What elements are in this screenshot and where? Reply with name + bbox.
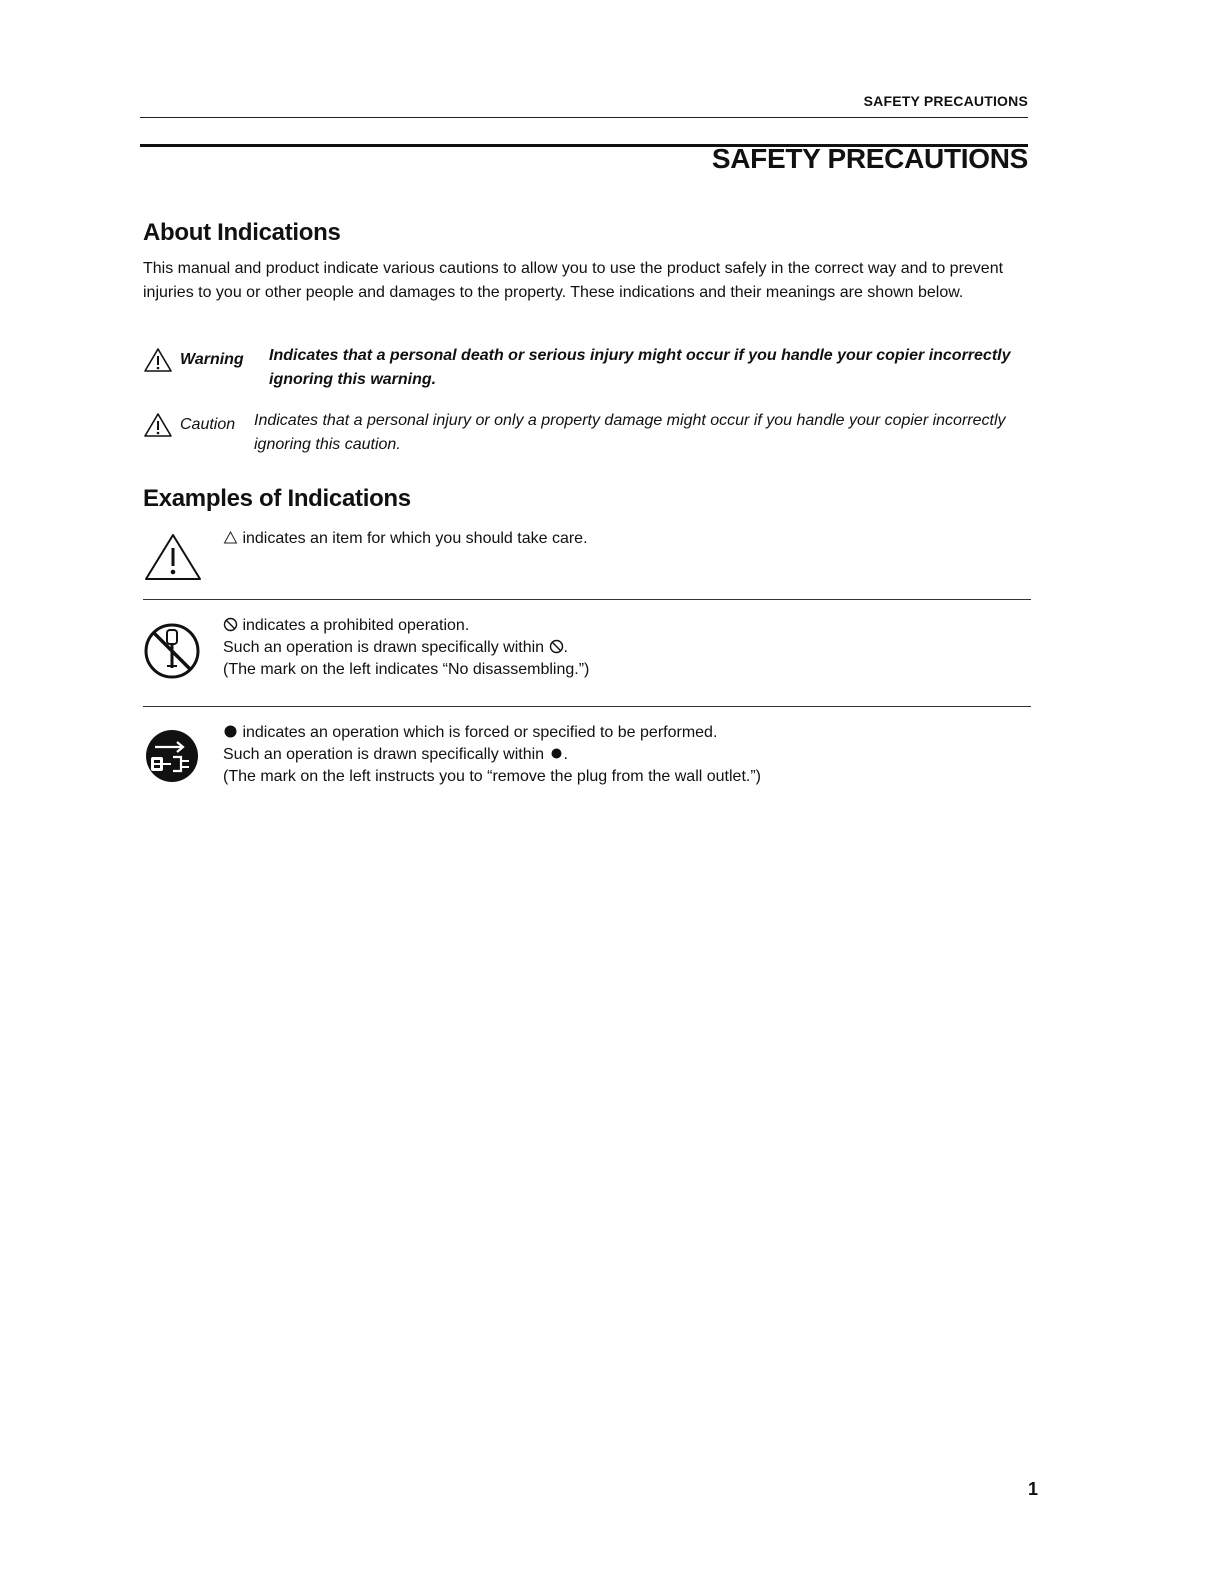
prohibited-symbol-icon bbox=[223, 617, 238, 632]
warning-text: Indicates that a personal death or serious injury might occur if you handle your copier incorrectly ignoring this warning. bbox=[269, 347, 1011, 388]
about-intro-paragraph: This manual and product indicate various cautions to allow you to use the product safely in the correct way and to prevent injuries to you or other people and damages to the property. These indications and their meanings are shown below. bbox=[143, 260, 1004, 301]
warning-triangle-icon bbox=[143, 347, 173, 373]
filled-circle-icon bbox=[549, 746, 564, 761]
unplug-icon bbox=[143, 727, 201, 785]
mandatory-example-line3: (The mark on the left instructs you to “remove the plug from the wall outlet.”) bbox=[223, 768, 761, 785]
mandatory-example-line1: indicates an operation which is forced or specified to be performed. bbox=[242, 724, 718, 741]
caution-triangle-icon bbox=[143, 532, 203, 582]
care-example-text bbox=[223, 528, 588, 550]
running-head: SAFETY PRECAUTIONS bbox=[863, 93, 1028, 109]
small-triangle-icon bbox=[223, 530, 238, 545]
no-disassembling-icon bbox=[143, 622, 201, 680]
caution-label: Caution bbox=[180, 416, 236, 433]
prohibited-example-line1: indicates a prohibited operation. bbox=[242, 617, 470, 634]
caution-text: Indicates that a personal injury or only a property damage might occur if you handle your copier incorrectly ignoring this caution. bbox=[254, 412, 1006, 453]
prohibited-example-line3: (The mark on the left indicates “No disassembling.”) bbox=[223, 661, 590, 678]
caution-triangle-icon bbox=[143, 412, 173, 438]
filled-circle-icon bbox=[223, 724, 238, 739]
care-example-line1: indicates an item for which you should take care. bbox=[242, 530, 588, 547]
examples-heading: Examples of Indications bbox=[143, 485, 411, 512]
example-divider bbox=[143, 599, 1031, 600]
prohibited-example-line2: Such an operation is drawn specifically within bbox=[223, 639, 545, 656]
page-number: 1 bbox=[1027, 1479, 1038, 1499]
mandatory-example-line2: Such an operation is drawn specifically within bbox=[223, 746, 545, 763]
warning-label: Warning bbox=[180, 351, 244, 368]
header-rule bbox=[140, 117, 1028, 118]
care-example-line bbox=[223, 528, 588, 550]
prohibited-example-text: indicates a prohibited operation. Such an operation is drawn specifically within . (The mark on the left indicates “No disassembling.”) bbox=[223, 615, 589, 681]
mandatory-example-text: indicates an operation which is forced or specified to be performed. Such an operation is drawn specifically within . (The mark on the left instructs you to “remove the plug from the wall outlet.”) bbox=[223, 722, 761, 788]
prohibited-symbol-icon bbox=[549, 639, 564, 654]
example-divider bbox=[143, 706, 1031, 707]
about-indications-heading: About Indications bbox=[143, 219, 341, 246]
page-title: SAFETY PRECAUTIONS bbox=[711, 143, 1028, 174]
